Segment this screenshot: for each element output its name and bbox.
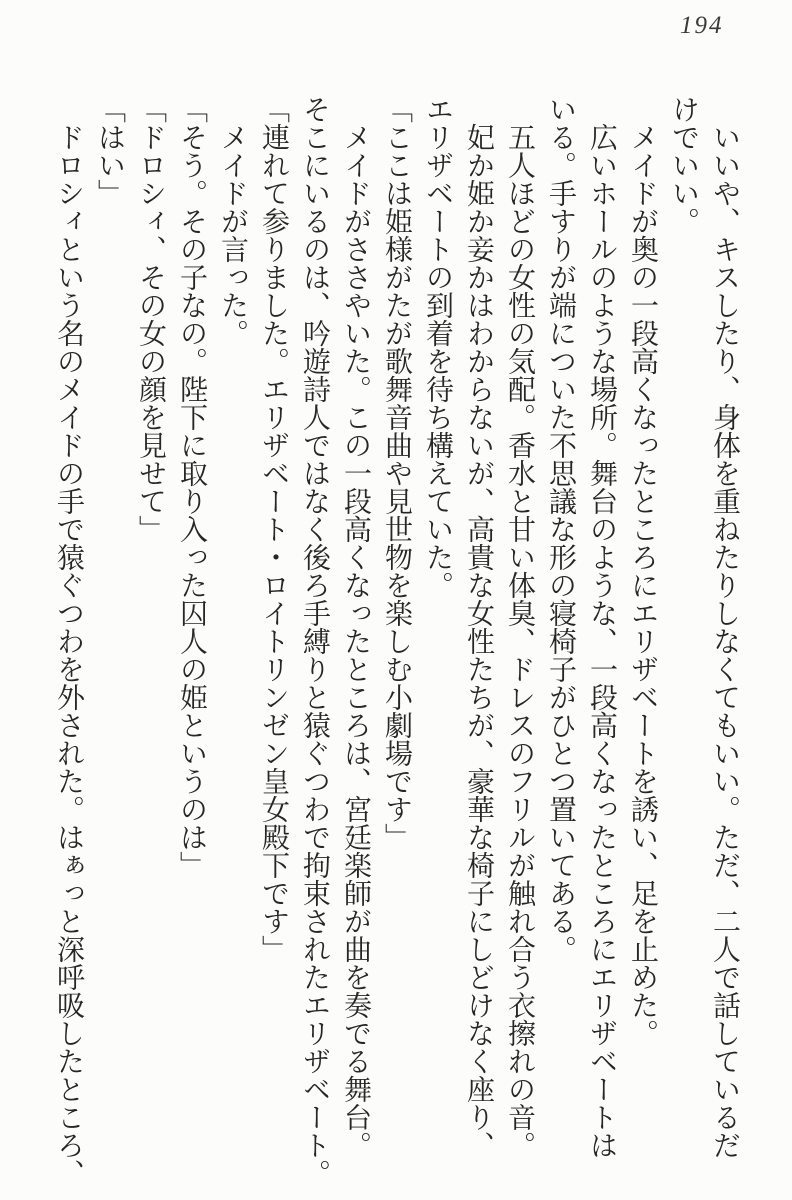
text-line: メイドが言った。 [217, 123, 248, 347]
text-line: エリザベートの到着を待ち構えていた。 [422, 95, 453, 599]
text-line: けでいい。 [668, 95, 699, 235]
text-line: 妃か姫か妾かはわからないが、高貴な女性たちが、豪華な椅子にしどけなく座り、 [463, 123, 494, 1159]
text-line: 「そう。その子なの。陛下に取り入った囚人の姫というのは」 [176, 95, 207, 879]
text-line: メイドが奥の一段高くなったところにエリザベートを誘い、足を止めた。 [627, 123, 658, 1047]
text-line: 「ここは姫様がたが歌舞音曲や見世物を楽しむ小劇場です」 [381, 95, 412, 851]
text-line: ドロシィという名のメイドの手で猿ぐつわを外された。はぁっと深呼吸したところ、 [53, 123, 84, 1187]
text-line: そこにいるのは、吟遊詩人ではなく後ろ手縛りと猿ぐつわで拘束されたエリザベート。 [299, 95, 330, 1187]
text-line: 五人ほどの女性の気配。香水と甘い体臭、ドレスのフリルが触れ合う衣擦れの音。 [504, 123, 535, 1159]
text-line: メイドがささやいた。この一段高くなったところは、宮廷楽師が曲を奏でる舞台。 [340, 123, 371, 1159]
text-line: いる。手すりが端についた不思議な形の寝椅子がひとつ置いてある。 [545, 95, 576, 963]
text-line: 「連れて参りました。エリザベート・ロイトリンゼン皇女殿下です」 [258, 95, 289, 963]
text-block [48, 95, 745, 1187]
text-line: 「ドロシィ、その女の顔を見せて」 [135, 95, 166, 543]
text-line: 「はい」 [94, 95, 125, 207]
page-number: 194 [680, 12, 724, 39]
text-line: いいや、キスしたり、身体を重ねたりしなくてもいい。ただ、二人で話しているだ [709, 123, 740, 1159]
text-line: 広いホールのような場所。舞台のような、一段高くなったところにエリザベートは [586, 123, 617, 1159]
